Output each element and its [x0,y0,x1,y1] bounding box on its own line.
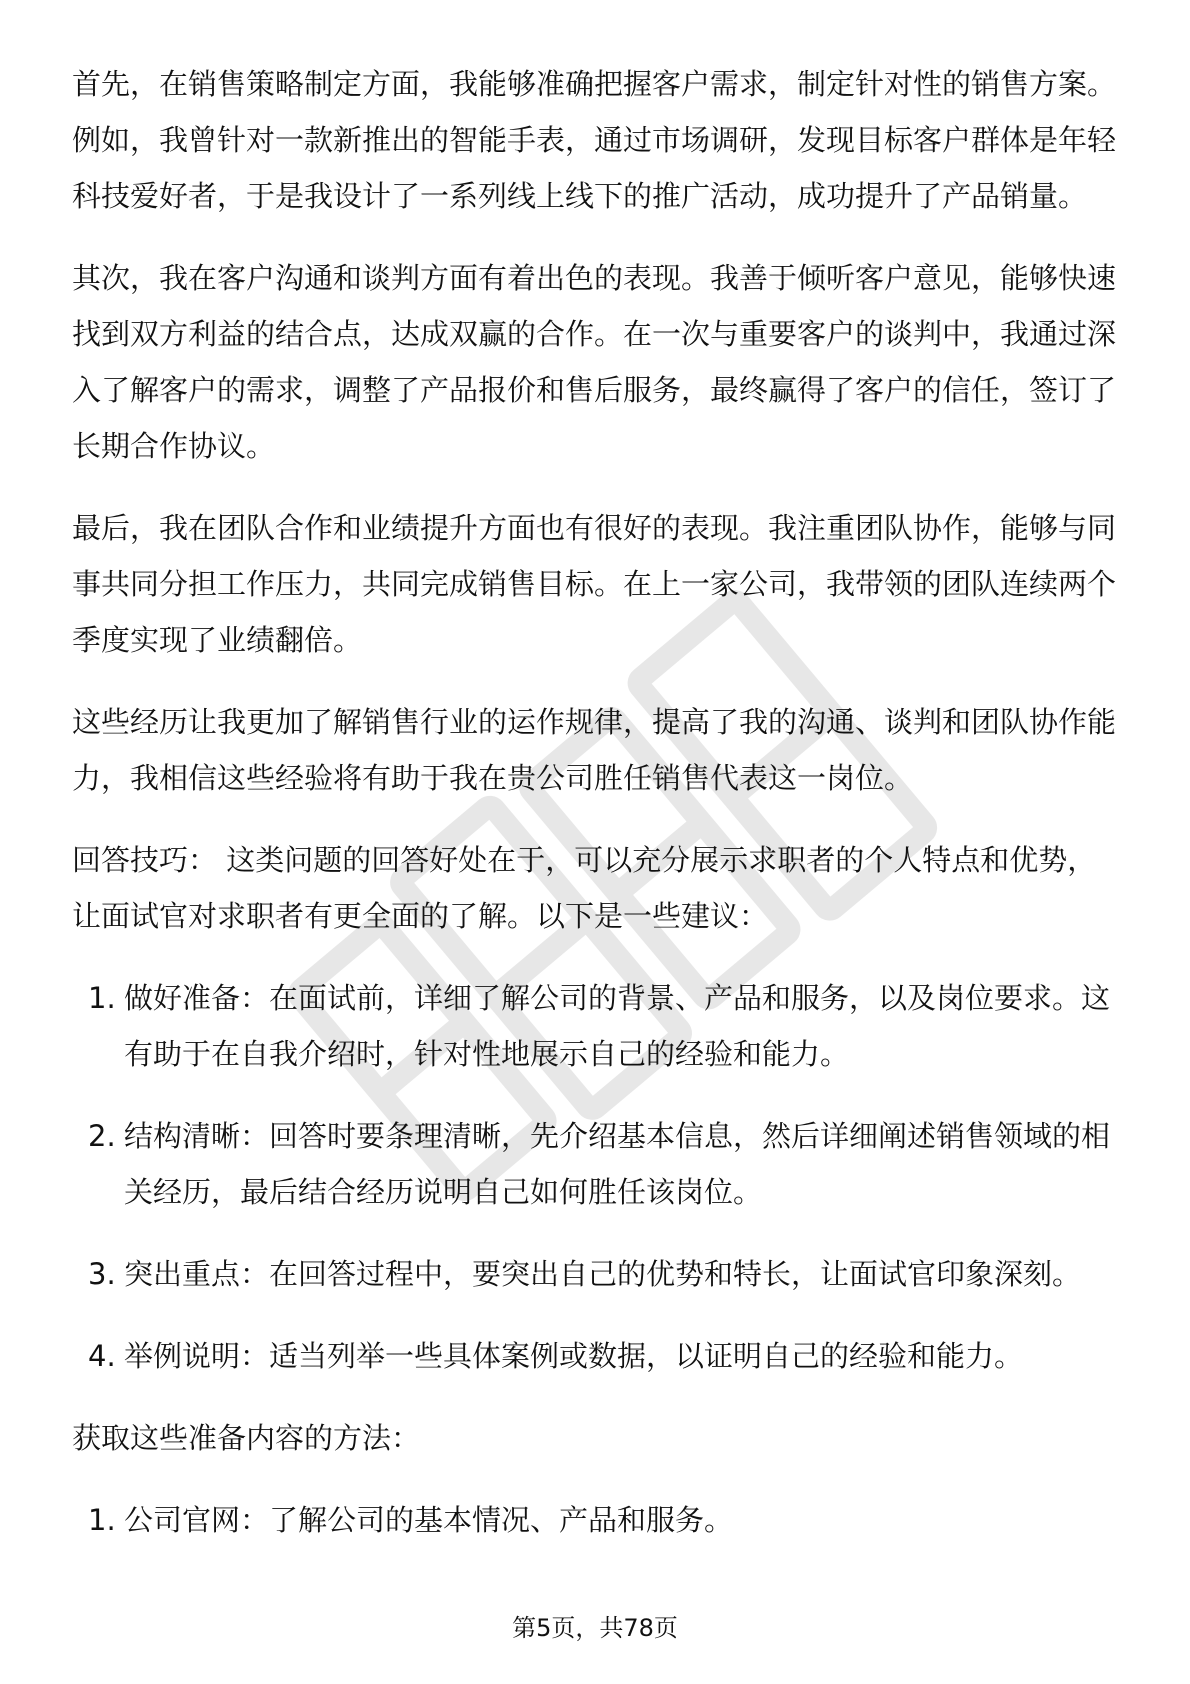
page-footer: 第5页，共78页 [512,1614,678,1642]
list-item [72,1492,1122,1548]
paragraph-communication: 其次，我在客户沟通和谈判方面有着出色的表现。我善于倾听客户意见，能够快速找到双方利益的结合点，达成双赢的合作。在一次与重要客户的谈判中，我通过深入了解客户的需求，调整了产品报价和售后服务，最终赢得了客户的信任，签订了长期合作协议。 [72,261,1117,463]
paragraph-answer-tips: 回答技巧： 这类问题的回答好处在于，可以充分展示求职者的个人特点和优势，让面试官对求职者有更全面的了解。以下是一些建议： [72,843,1097,933]
methods-list [72,1492,1122,1548]
list-item-number: 4. [88,1339,116,1373]
list-item-text: 公司官网：了解公司的基本情况、产品和服务。 [124,1503,734,1537]
list-item [72,1246,1122,1302]
list-item [72,1108,1122,1220]
list-item [72,1328,1122,1384]
list-item-number: 3. [88,1257,116,1291]
list-item-text: 突出重点：在回答过程中，要突出自己的优势和特长，让面试官印象深刻。 [124,1257,1082,1291]
paragraph-teamwork: 最后，我在团队合作和业绩提升方面也有很好的表现。我注重团队协作，能够与同事共同分担工作压力，共同完成销售目标。在上一家公司，我带领的团队连续两个季度实现了业绩翻倍。 [72,511,1117,657]
paragraph-sales-strategy: 首先，在销售策略制定方面，我能够准确把握客户需求，制定针对性的销售方案。例如，我曾针对一款新推出的智能手表，通过市场调研，发现目标客户群体是年轻科技爱好者，于是我设计了一系列线上线下的推广活动，成功提升了产品销量。 [72,67,1117,213]
list-item-text: 结构清晰：回答时要条理清晰，先介绍基本信息，然后详细阐述销售领域的相关经历，最后结合经历说明自己如何胜任该岗位。 [124,1119,1111,1209]
list-item [72,970,1122,1082]
list-item-number: 1. [88,1503,116,1537]
list-item-text: 做好准备：在面试前，详细了解公司的背景、产品和服务，以及岗位要求。这有助于在自我介绍时，针对性地展示自己的经验和能力。 [124,981,1111,1071]
paragraph-summary: 这些经历让我更加了解销售行业的运作规律，提高了我的沟通、谈判和团队协作能力，我相信这些经验将有助于我在贵公司胜任销售代表这一岗位。 [72,705,1117,795]
methods-heading: 获取这些准备内容的方法： [72,1421,421,1455]
tips-list [72,970,1122,1384]
list-item-number: 2. [88,1119,116,1153]
list-item-number: 1. [88,981,116,1015]
list-item-text: 举例说明：适当列举一些具体案例或数据，以证明自己的经验和能力。 [124,1339,1024,1373]
document-body [72,56,1122,1574]
